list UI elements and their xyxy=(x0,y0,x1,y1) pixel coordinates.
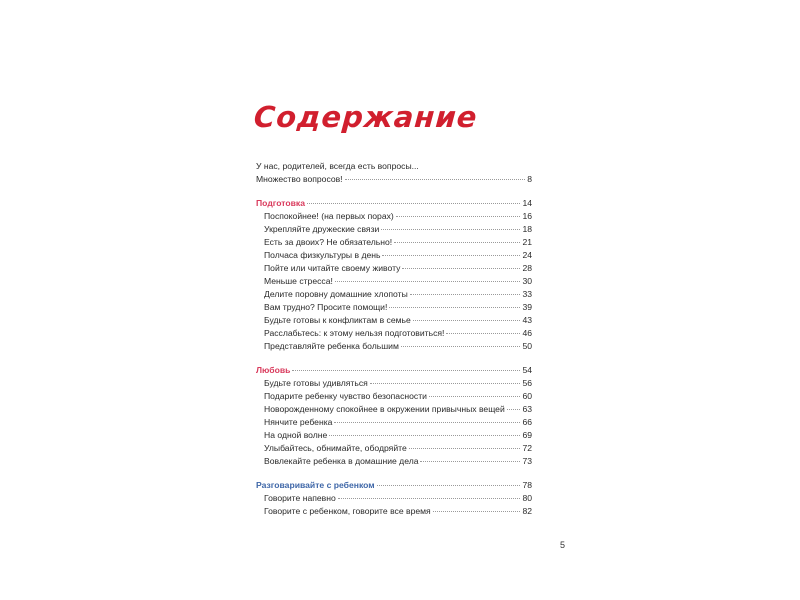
dot-leader xyxy=(377,485,521,486)
toc-entry xyxy=(264,390,532,403)
toc-entry-title: Представляйте ребенка большим xyxy=(264,341,399,351)
dot-leader xyxy=(402,268,520,269)
toc-entry-title: Говорите напевно xyxy=(264,493,336,503)
dot-leader xyxy=(394,242,520,243)
toc-entry-title: Вам трудно? Просите помощи! xyxy=(264,302,388,312)
toc-section xyxy=(256,364,532,468)
dot-leader xyxy=(381,229,520,230)
section-heading xyxy=(256,479,532,492)
toc-entry xyxy=(264,249,532,262)
toc-entry xyxy=(264,442,532,455)
dot-leader xyxy=(370,383,521,384)
section-page: 78 xyxy=(522,480,532,490)
toc-entry-title: На одной волне xyxy=(264,430,328,440)
intro-block xyxy=(256,160,532,186)
toc-entry-title: Новорожденному спокойнее в окружении привычных вещей xyxy=(264,404,505,414)
toc-entry xyxy=(264,429,532,442)
toc-entry xyxy=(264,236,532,249)
toc-entry-page: 66 xyxy=(522,417,532,427)
toc-entry xyxy=(264,416,532,429)
section-page: 54 xyxy=(522,365,532,375)
toc-entry xyxy=(264,403,532,416)
toc-section xyxy=(256,479,532,518)
toc-entry xyxy=(264,210,532,223)
section-items xyxy=(256,377,532,468)
toc-entry xyxy=(264,262,532,275)
toc-entry-page: 82 xyxy=(522,506,532,516)
dot-leader xyxy=(401,346,521,347)
toc-entry-page: 50 xyxy=(522,341,532,351)
dot-leader xyxy=(382,255,520,256)
toc-entry-title: Есть за двоих? Не обязательно! xyxy=(264,237,393,247)
toc-entry xyxy=(264,223,532,236)
section-title: Подготовка xyxy=(256,198,305,208)
dot-leader xyxy=(446,333,520,334)
dot-leader xyxy=(413,320,521,321)
toc-entry-page: 33 xyxy=(522,289,532,299)
toc-entry-title: Вовлекайте ребенка в домашние дела xyxy=(264,456,419,466)
toc-entry-page: 21 xyxy=(522,237,532,247)
toc-entry-title: Поспокойнее! (на первых порах) xyxy=(264,211,394,221)
toc-entry-title: Множество вопросов! xyxy=(256,174,343,184)
dot-leader xyxy=(334,422,520,423)
section-title: Разговаривайте с ребенком xyxy=(256,480,375,490)
toc-entry-page: 16 xyxy=(522,211,532,221)
dot-leader xyxy=(429,396,520,397)
toc-entry-page: 56 xyxy=(522,378,532,388)
toc-entry-title: Меньше стресса! xyxy=(264,276,333,286)
toc-entry-page: 73 xyxy=(522,456,532,466)
toc-entry-title: Пойте или читайте своему животу xyxy=(264,263,401,273)
intro-line: У нас, родителей, всегда есть вопросы... xyxy=(256,161,419,171)
toc-entry-page: 8 xyxy=(527,174,532,184)
toc-entry-page: 30 xyxy=(522,276,532,286)
toc-entry-page: 39 xyxy=(522,302,532,312)
toc-entry-title: Подарите ребенку чувство безопасности xyxy=(264,391,427,401)
toc-entry-page: 80 xyxy=(522,493,532,503)
dot-leader xyxy=(420,461,520,462)
toc-entry-title: Расслабьтесь: к этому нельзя подготовиться! xyxy=(264,328,445,338)
toc-entry-page: 46 xyxy=(522,328,532,338)
toc-entry xyxy=(264,455,532,468)
toc-entry-title: Говорите с ребенком, говорите все время xyxy=(264,506,431,516)
page-number: 5 xyxy=(560,540,566,550)
toc-entry-page: 60 xyxy=(522,391,532,401)
toc-entry xyxy=(264,505,532,518)
toc-entry xyxy=(264,275,532,288)
toc-entry-title: Будьте готовы к конфликтам в семье xyxy=(264,315,411,325)
section-heading xyxy=(256,197,532,210)
toc-entry-page: 24 xyxy=(522,250,532,260)
toc-entry-title: Полчаса физкультуры в день xyxy=(264,250,381,260)
toc-entry-page: 43 xyxy=(522,315,532,325)
toc-entry-page: 69 xyxy=(522,430,532,440)
toc-entry-title: Делите поровну домашние хлопоты xyxy=(264,289,408,299)
toc-entry xyxy=(264,288,532,301)
dot-leader xyxy=(396,216,521,217)
dot-leader xyxy=(345,179,526,180)
dot-leader xyxy=(335,281,521,282)
toc-entry xyxy=(264,377,532,390)
toc-sections xyxy=(256,197,532,529)
section-title: Любовь xyxy=(256,365,291,375)
dot-leader xyxy=(338,498,521,499)
dot-leader xyxy=(329,435,520,436)
section-page: 14 xyxy=(522,198,532,208)
dot-leader xyxy=(433,511,521,512)
toc-entry xyxy=(264,340,532,353)
toc-section xyxy=(256,197,532,353)
dot-leader xyxy=(389,307,520,308)
toc-entry-title: Улыбайтесь, обнимайте, ободряйте xyxy=(264,443,407,453)
toc-entry xyxy=(264,301,532,314)
toc-entry xyxy=(256,173,532,186)
toc-entry xyxy=(264,327,532,340)
toc-entry-title: Будьте готовы удивляться xyxy=(264,378,368,388)
toc-entry-page: 63 xyxy=(522,404,532,414)
page-title: Содержание xyxy=(252,100,479,134)
toc-entry xyxy=(264,314,532,327)
dot-leader xyxy=(292,370,520,371)
toc-entry-title: Укрепляйте дружеские связи xyxy=(264,224,380,234)
toc-entry-page: 18 xyxy=(522,224,532,234)
toc-entry-title: Нянчите ребенка xyxy=(264,417,333,427)
section-heading xyxy=(256,364,532,377)
dot-leader xyxy=(410,294,521,295)
toc-entry xyxy=(264,492,532,505)
toc-entry-page: 28 xyxy=(522,263,532,273)
dot-leader xyxy=(409,448,521,449)
section-items xyxy=(256,210,532,353)
dot-leader xyxy=(507,409,521,410)
section-items xyxy=(256,492,532,518)
dot-leader xyxy=(307,203,520,204)
toc-entry-page: 72 xyxy=(522,443,532,453)
